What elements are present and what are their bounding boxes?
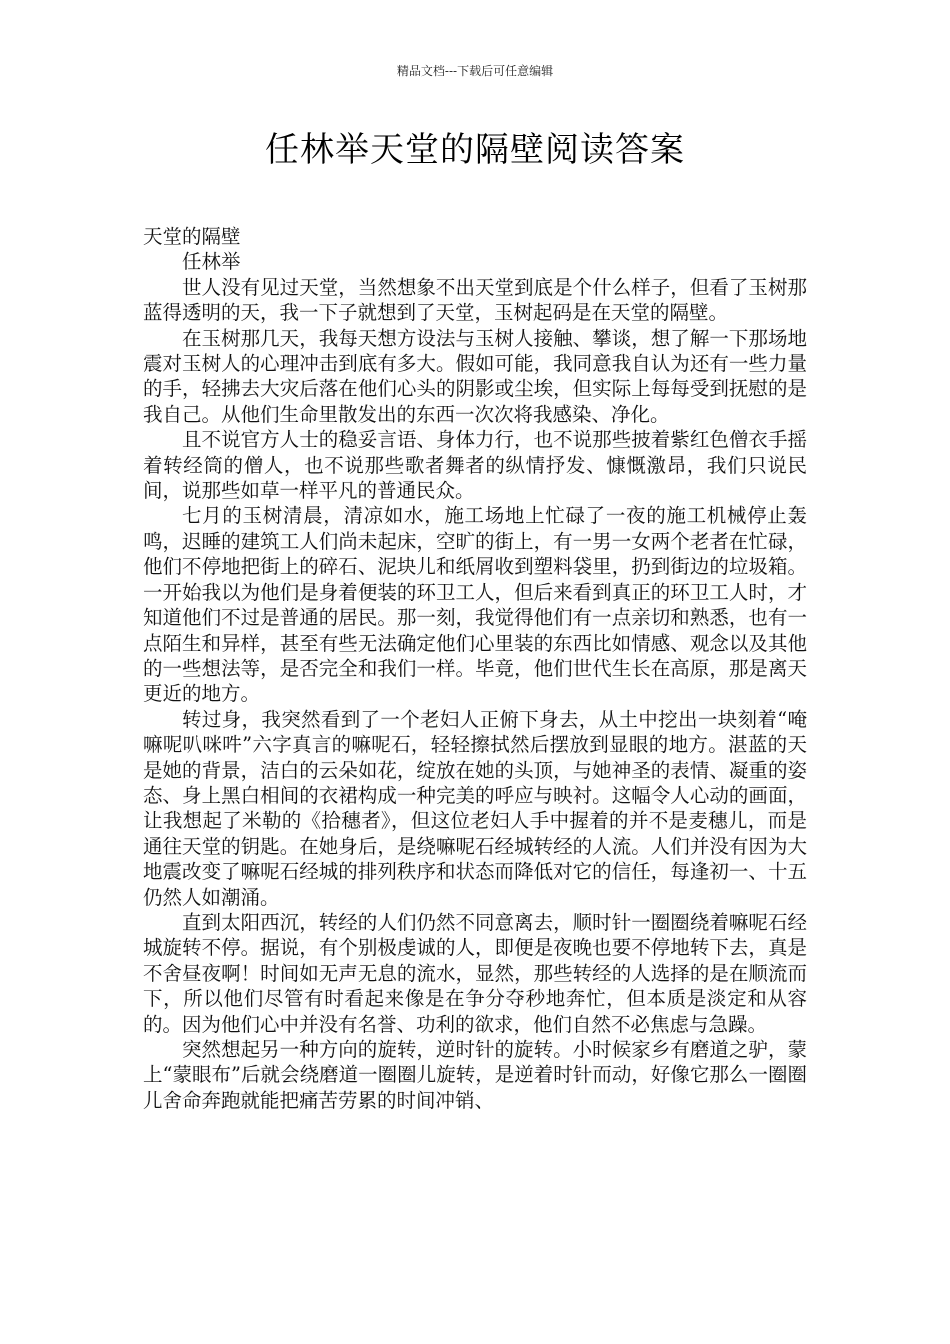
article-paragraph: 转过身，我突然看到了一个老妇人正俯下身去，从土中挖出一块刻着“唵嘛呢叭咪吽”六字真言的嘛呢石，轻轻擦拭然后摆放到显眼的地方。湛蓝的天是她的背景，洁白的云朵如花，绽放在她的头顶，与她神圣的表情、凝重的姿态、身上黑白相间的衣裙构成一种完美的呼应与映衬。这幅令人心动的画面，让我想起了米勒的《拾穗者》，但这位老妇人手中握着的并不是麦穗儿，而是通往天堂的钥匙。在她身后，是绕嘛呢石经城转经的人流。人们并没有因为大地震改变了嘛呢石经城的排列秩序和状态而降低对它的信任，每逢初一、十五仍然人如潮涌。 xyxy=(143,707,807,909)
article-paragraph: 突然想起另一种方向的旋转，逆时针的旋转。小时候家乡有磨道之驴，蒙上“蒙眼布”后就会绕磨道一圈圈儿旋转，是逆着时针而动，好像它那么一圈圈儿舍命奔跑就能把痛苦劳累的时间冲销、 xyxy=(143,1038,807,1112)
page-header-note: 精品文档---下载后可任意编辑 xyxy=(396,64,554,78)
article-paragraph: 直到太阳西沉，转经的人们仍然不同意离去，顺时针一圈圈绕着嘛呢石经城旋转不停。据说，有个别极虔诚的人，即便是夜晚也要不停地转下去，真是不舍昼夜啊！时间如无声无息的流水，显然，那些转经的人选择的是在顺流而下，所以他们尽管有时看起来像是在争分夺秒地奔忙，但本质是淡定和从容的。因为他们心中并没有名誉、功利的欲求，他们自然不必焦虑与急躁。 xyxy=(143,910,807,1036)
article-paragraph: 且不说官方人士的稳妥言语、身体力行，也不说那些披着紫红色僧衣手摇着转经筒的僧人，也不说那些歌者舞者的纵情抒发、慷慨激昂，我们只说民间，说那些如草一样平凡的普通民众。 xyxy=(143,428,807,503)
article-paragraph: 世人没有见过天堂，当然想象不出天堂到底是个什么样子，但看了玉树那蓝得透明的天，我一下子就想到了天堂，玉树起码是在天堂的隔壁。 xyxy=(143,275,807,325)
article-title: 天堂的隔壁 xyxy=(143,225,241,248)
article-paragraph: 七月的玉树清晨，清凉如水，施工场地上忙碌了一夜的施工机械停止轰鸣，迟睡的建筑工人们尚未起床，空旷的街上，有一男一女两个老者在忙碌，他们不停地把街上的碎石、泥块儿和纸屑收到塑料袋里，扔到街边的垃圾箱。一开始我以为他们是身着便装的环卫工人，但后来看到真正的环卫工人时，才知道他们不过是普通的居民。那一刻，我觉得他们有一点亲切和熟悉，也有一点陌生和异样，甚至有些无法确定他们心里装的东西比如情感、观念以及其他的一些想法等，是否完全和我们一样。毕竟，他们世代生长在高原，那是离天更近的地方。 xyxy=(143,504,807,706)
document-title: 任林举天堂的隔壁阅读答案 xyxy=(265,130,685,170)
article-author: 任林举 xyxy=(182,250,241,274)
article-body xyxy=(143,224,807,1113)
article-paragraph: 在玉树那几天，我每天想方设法与玉树人接触、攀谈，想了解一下那场地震对玉树人的心理冲击到底有多大。假如可能，我同意我自认为还有一些力量的手，轻拂去大灾后落在他们心头的阴影或尘埃，但实际上每每受到抚慰的是我自己。从他们生命里散发出的东西一次次将我感染、净化。 xyxy=(143,326,807,426)
